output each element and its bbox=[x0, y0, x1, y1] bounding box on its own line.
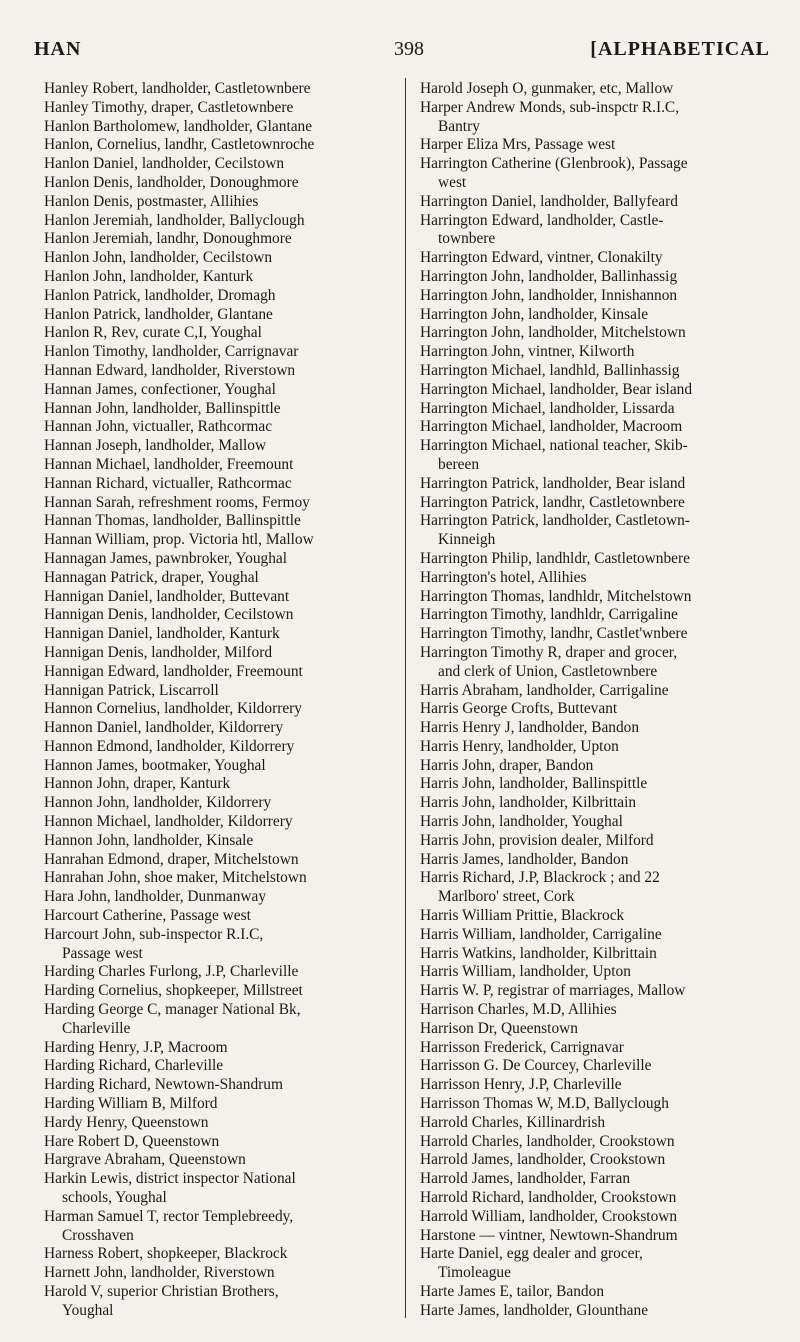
directory-entry-line: Hannan Edward, landholder, Riverstown bbox=[44, 361, 296, 379]
directory-entry-line: Hanlon Denis, postmaster, Allihies bbox=[44, 192, 259, 210]
directory-entry-line: Hanlon Daniel, landholder, Cecilstown bbox=[44, 155, 285, 173]
column-divider bbox=[405, 78, 406, 1318]
directory-entry-line: Harris James, landholder, Bandon bbox=[420, 850, 629, 868]
directory-entry-line: Harding Cornelius, shopkeeper, Millstreet bbox=[44, 982, 303, 1000]
directory-entry-line: Harrington Edward, vintner, Clonakilty bbox=[420, 249, 663, 267]
directory-entry-line: Harrold James, landholder, Farran bbox=[420, 1170, 631, 1188]
directory-entry-line: Hanlon Patrick, landholder, Glantane bbox=[44, 305, 273, 323]
directory-entry-line: Hanrahan John, shoe maker, Mitchelstown bbox=[44, 869, 307, 887]
directory-entry-line: Hannigan Denis, landholder, Cecilstown bbox=[44, 606, 294, 624]
directory-entry-line: Hannan Thomas, landholder, Ballinspittle bbox=[44, 512, 301, 530]
directory-entry-line: Harrington Patrick, landholder, Bear island bbox=[420, 474, 686, 492]
page-number: 398 bbox=[394, 38, 424, 60]
directory-entry-line: Harris Richard, J.P, Blackrock ; and 22 bbox=[420, 869, 660, 887]
directory-entry-line: Hanlon Denis, landholder, Donoughmore bbox=[44, 173, 299, 191]
directory-entry-line: Timoleague bbox=[438, 1264, 511, 1282]
directory-entry-line: Hannagan Patrick, draper, Youghal bbox=[44, 568, 259, 586]
directory-entry-line: Harper Eliza Mrs, Passage west bbox=[420, 136, 616, 154]
directory-entry-line: Harrington John, landholder, Kinsale bbox=[420, 305, 649, 323]
directory-entry-line: Harris Henry, landholder, Upton bbox=[420, 737, 619, 755]
directory-entry-line: Harrison Charles, M.D, Allihies bbox=[420, 1001, 617, 1019]
directory-entry-line: Hannon Daniel, landholder, Kildorrery bbox=[44, 719, 284, 737]
directory-entry-line: Harrington Patrick, landholder, Castletown- bbox=[420, 512, 690, 530]
page-header bbox=[34, 38, 770, 68]
directory-entry-line: Hanlon Bartholomew, landholder, Glantane bbox=[44, 117, 313, 135]
directory-entry-line: Harrold Richard, landholder, Crookstown bbox=[420, 1189, 677, 1207]
directory-entry-line: Hannan Michael, landholder, Freemount bbox=[44, 455, 294, 473]
directory-entry-line: Hannigan Daniel, landholder, Buttevant bbox=[44, 587, 290, 605]
directory-entry-line: Hanlon R, Rev, curate C,I, Youghal bbox=[44, 324, 262, 342]
directory-entry-line: Harrington John, vintner, Kilworth bbox=[420, 343, 635, 361]
directory-entry-line: and clerk of Union, Castletownbere bbox=[438, 662, 658, 680]
directory-entry-line: Harrington Michael, national teacher, Skib- bbox=[420, 437, 688, 455]
directory-entry-line: Hara John, landholder, Dunmanway bbox=[44, 888, 267, 906]
directory-entry-line: Harris William, landholder, Upton bbox=[420, 963, 631, 981]
directory-entry-line: Harrington Edward, landholder, Castle- bbox=[420, 211, 664, 229]
directory-entry-line: Harrington Timothy, landhr, Castlet'wnbere bbox=[420, 625, 688, 643]
directory-entry-line: Harrold Charles, Killinardrish bbox=[420, 1113, 606, 1131]
directory-entry-line: Kinneigh bbox=[438, 531, 496, 549]
directory-entry-line: schools, Youghal bbox=[62, 1189, 167, 1207]
directory-entry-line: Harris W. P, registrar of marriages, Mallow bbox=[420, 982, 686, 1000]
directory-entry-line: Hannon John, landholder, Kildorrery bbox=[44, 794, 272, 812]
directory-entry-line: Harrington's hotel, Allihies bbox=[420, 568, 587, 586]
directory-entry-line: Harold V, superior Christian Brothers, bbox=[44, 1283, 279, 1300]
directory-entry-line: Harris Abraham, landholder, Carrigaline bbox=[420, 681, 669, 699]
directory-entry-line: Hanley Robert, landholder, Castletownbere bbox=[44, 80, 311, 97]
directory-entry-line: Hannon John, landholder, Kinsale bbox=[44, 831, 254, 849]
directory-entry-line: Harrington Catherine (Glenbrook), Passage bbox=[420, 155, 688, 173]
directory-entry-line: Harris Watkins, landholder, Kilbrittain bbox=[420, 944, 657, 962]
directory-entry-line: Harstone — vintner, Newtown-Shandrum bbox=[420, 1226, 678, 1244]
directory-entry-line: Harnett John, landholder, Riverstown bbox=[44, 1264, 275, 1282]
directory-entry-line: Harcourt John, sub-inspector R.I.C, bbox=[44, 925, 264, 943]
directory-entry-line: Hanlon John, landholder, Kanturk bbox=[44, 267, 254, 285]
directory-entry-line: Harrington John, landholder, Innishannon bbox=[420, 286, 678, 304]
directory-entry-line: Harrington Michael, landholder, Lissarda bbox=[420, 399, 675, 417]
directory-entry-line: Hardy Henry, Queenstown bbox=[44, 1113, 209, 1131]
directory-entry-line: Harrington Timothy, landhldr, Carrigaline bbox=[420, 606, 678, 624]
directory-entry-line: Harris George Crofts, Buttevant bbox=[420, 700, 618, 718]
directory-entry-line: Harrold James, landholder, Crookstown bbox=[420, 1151, 666, 1169]
directory-entry-line: Hannigan Denis, landholder, Milford bbox=[44, 643, 273, 661]
directory-entry-line: bereen bbox=[438, 455, 480, 473]
directory-entry-line: townbere bbox=[438, 230, 496, 248]
directory-entry-line: Hannigan Patrick, Liscarroll bbox=[44, 681, 219, 699]
directory-entry-line: Hanlon Jeremiah, landholder, Ballyclough bbox=[44, 211, 305, 229]
directory-entry-line: Hannon James, bootmaker, Youghal bbox=[44, 756, 266, 774]
directory-entry-line: Harrington Philip, landhldr, Castletownbere bbox=[420, 549, 690, 567]
directory-entry-line: Harkin Lewis, district inspector National bbox=[44, 1170, 296, 1188]
directory-entry-line: Harrington Michael, landholder, Macroom bbox=[420, 418, 683, 436]
directory-entry-line: Hannan John, landholder, Ballinspittle bbox=[44, 399, 281, 417]
directory-entry-line: Harte James E, tailor, Bandon bbox=[420, 1283, 605, 1300]
directory-entry-line: Harding Richard, Newtown-Shandrum bbox=[44, 1076, 283, 1094]
directory-entry-line: Harris William, landholder, Carrigaline bbox=[420, 925, 662, 943]
directory-entry-line: Harding William B, Milford bbox=[44, 1095, 218, 1113]
directory-entry-line: Hannon John, draper, Kanturk bbox=[44, 775, 231, 793]
directory-entry-line: Hannan Sarah, refreshment rooms, Fermoy bbox=[44, 493, 310, 511]
directory-entry-line: Harrington Thomas, landhldr, Mitchelstown bbox=[420, 587, 692, 605]
directory-entry-line: Harrold William, landholder, Crookstown bbox=[420, 1207, 678, 1225]
directory-entry-line: Hanlon Timothy, landholder, Carrignavar bbox=[44, 343, 299, 361]
directory-entry-line: Harding Charles Furlong, J.P, Charleville bbox=[44, 963, 299, 981]
directory-entry-line: Harness Robert, shopkeeper, Blackrock bbox=[44, 1245, 288, 1263]
running-head-left: HAN bbox=[34, 38, 82, 60]
directory-entry-line: Hanley Timothy, draper, Castletownbere bbox=[44, 98, 294, 116]
directory-entry-line: Hannan James, confectioner, Youghal bbox=[44, 380, 276, 398]
directory-entry-line: Hannan William, prop. Victoria htl, Mallow bbox=[44, 531, 314, 549]
directory-entry-line: Hare Robert D, Queenstown bbox=[44, 1132, 220, 1150]
directory-entry-line: Harding Henry, J.P, Macroom bbox=[44, 1038, 228, 1056]
directory-entry-line: Harte Daniel, egg dealer and grocer, bbox=[420, 1245, 643, 1263]
directory-entry-line: Harcourt Catherine, Passage west bbox=[44, 907, 251, 925]
running-head-right: [ALPHABETICAL bbox=[590, 38, 770, 60]
directory-entry-line: Harding George C, manager National Bk, bbox=[44, 1001, 301, 1019]
directory-entry-line: Harris William Prittie, Blackrock bbox=[420, 907, 625, 925]
directory-entry-line: Harrisson Thomas W, M.D, Ballyclough bbox=[420, 1095, 669, 1113]
directory-entry-line: Hannigan Daniel, landholder, Kanturk bbox=[44, 625, 280, 643]
directory-entry-line: Hannon Edmond, landholder, Kildorrery bbox=[44, 737, 295, 755]
directory-entry-line: Harrington Timothy R, draper and grocer, bbox=[420, 643, 678, 661]
directory-entry-line: Hanlon Jeremiah, landhr, Donoughmore bbox=[44, 230, 292, 248]
directory-entry-line: Marlboro' street, Cork bbox=[438, 888, 575, 906]
directory-entry-line: Harrington Michael, landhld, Ballinhassig bbox=[420, 361, 680, 379]
directory-entry-line: Hannigan Edward, landholder, Freemount bbox=[44, 662, 303, 680]
directory-entry-line: Hannan Richard, victualler, Rathcormac bbox=[44, 474, 292, 492]
directory-entry-line: Hannan Joseph, landholder, Mallow bbox=[44, 437, 267, 455]
directory-entry-line: Harman Samuel T, rector Templebreedy, bbox=[44, 1207, 294, 1225]
directory-entry-line: Harrisson Frederick, Carrignavar bbox=[420, 1038, 624, 1056]
directory-entry-line: Harrisson G. De Courcey, Charleville bbox=[420, 1057, 652, 1075]
directory-entry-line: Harris Henry J, landholder, Bandon bbox=[420, 719, 640, 737]
directory-entry-line: Harrington Patrick, landhr, Castletownbere bbox=[420, 493, 685, 511]
directory-entry-line: Harper Andrew Monds, sub-inspctr R.I.C, bbox=[420, 98, 680, 116]
directory-entry-line: Hanrahan Edmond, draper, Mitchelstown bbox=[44, 850, 299, 868]
directory-entry-line: Harold Joseph O, gunmaker, etc, Mallow bbox=[420, 80, 674, 97]
directory-entry-line: Hannan John, victualler, Rathcormac bbox=[44, 418, 273, 436]
directory-entry-line: Hargrave Abraham, Queenstown bbox=[44, 1151, 246, 1169]
directory-entry-line: Harrington Michael, landholder, Bear island bbox=[420, 380, 693, 398]
directory-entry-line: Harris John, provision dealer, Milford bbox=[420, 831, 654, 849]
directory-entry-line: Crosshaven bbox=[62, 1226, 134, 1244]
directory-entry-line: Harte James, landholder, Glounthane bbox=[420, 1301, 649, 1319]
directory-entry-line: Harding Richard, Charleville bbox=[44, 1057, 224, 1075]
directory-entry-line: Hannagan James, pawnbroker, Youghal bbox=[44, 549, 288, 567]
directory-entry-line: Hanlon Patrick, landholder, Dromagh bbox=[44, 286, 276, 304]
directory-entry-line: Harrisson Henry, J.P, Charleville bbox=[420, 1076, 622, 1094]
directory-entry-line: Harrold Charles, landholder, Crookstown bbox=[420, 1132, 675, 1150]
directory-entry-line: Harris John, landholder, Youghal bbox=[420, 813, 623, 831]
directory-entry-line: Bantry bbox=[438, 117, 480, 135]
directory-entry-line: Passage west bbox=[62, 944, 143, 962]
directory-entry-line: Charleville bbox=[62, 1019, 131, 1037]
directory-entry-line: Harris John, draper, Bandon bbox=[420, 756, 594, 774]
directory-entry-line: Harrington John, landholder, Mitchelstown bbox=[420, 324, 686, 342]
directory-entry-line: Harrington Daniel, landholder, Ballyfeard bbox=[420, 192, 678, 210]
directory-entry-line: Harris John, landholder, Ballinspittle bbox=[420, 775, 648, 793]
directory-entry-line: Hannon Michael, landholder, Kildorrery bbox=[44, 813, 293, 831]
directory-entry-line: Harris John, landholder, Kilbrittain bbox=[420, 794, 637, 812]
directory-entry-line: Youghal bbox=[62, 1301, 114, 1319]
directory-entry-line: Hannon Cornelius, landholder, Kildorrery bbox=[44, 700, 302, 718]
directory-entry-line: west bbox=[438, 173, 467, 191]
directory-entry-line: Hanlon, Cornelius, landhr, Castletownroche bbox=[44, 136, 315, 154]
directory-entry-line: Harrington John, landholder, Ballinhassig bbox=[420, 267, 678, 285]
directory-entry-line: Hanlon John, landholder, Cecilstown bbox=[44, 249, 273, 267]
directory-entry-line: Harrison Dr, Queenstown bbox=[420, 1019, 578, 1037]
right-column bbox=[420, 80, 770, 1321]
left-column bbox=[44, 80, 394, 1321]
